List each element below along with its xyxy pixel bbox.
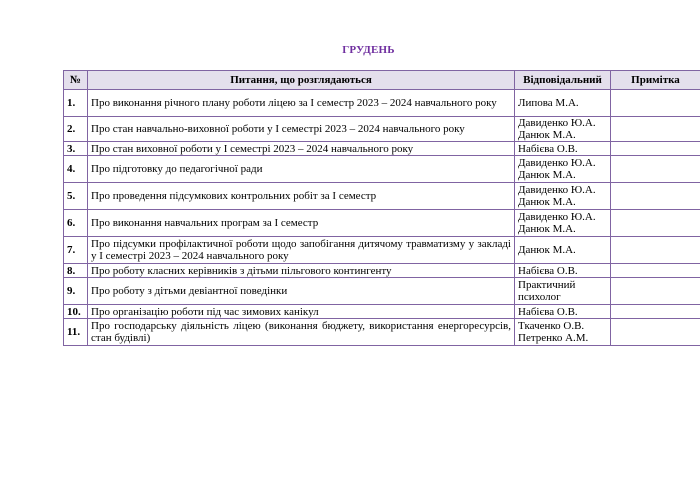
row-note [611, 305, 700, 319]
responsible-name: Набієва О.В. [518, 142, 578, 155]
row-issue: Про проведення підсумкових контрольних робіт за І семестр [88, 183, 515, 210]
table-row [64, 264, 700, 278]
month-title: ГРУДЕНЬ [342, 44, 395, 56]
agenda-table [63, 70, 700, 346]
responsible-name: Набієва О.В. [518, 264, 578, 277]
table-row [64, 305, 700, 319]
row-issue: Про стан виховної роботи у І семестрі 2023 – 2024 навчального року [88, 142, 515, 156]
row-issue: Про господарську діяльність ліцею (виконання бюджету, використання енергоресурсів, стан будівлі) [88, 319, 515, 346]
responsible-name: Петренко А.М. [518, 332, 589, 344]
table-row [64, 183, 700, 210]
row-issue: Про підготовку до педагогічної ради [88, 156, 515, 183]
row-responsible [515, 278, 611, 305]
table-row [64, 278, 700, 305]
responsible-name: Данюк М.А. [518, 244, 576, 256]
responsible-name: Давиденко Ю.А. [518, 157, 596, 169]
row-number: 1. [64, 90, 88, 117]
responsible-name: Набієва О.В. [518, 305, 578, 318]
row-responsible [515, 156, 611, 183]
table-row [64, 117, 700, 142]
row-responsible [515, 305, 611, 319]
row-number: 6. [64, 210, 88, 237]
row-issue: Про роботу з дітьми девіантної поведінки [88, 278, 515, 305]
row-number: 9. [64, 278, 88, 305]
responsible-name: Липова М.А. [518, 97, 579, 109]
row-issue: Про підсумки профілактичної роботи щодо запобігання дитячому травматизму у закладі у І семестрі 2023 – 2024 навчального року [88, 237, 515, 264]
row-note [611, 278, 700, 305]
row-issue: Про стан навчально-виховної роботи у І семестрі 2023 – 2024 навчального року [88, 117, 515, 142]
row-number: 5. [64, 183, 88, 210]
row-number: 11. [64, 319, 88, 346]
row-responsible [515, 237, 611, 264]
row-note [611, 156, 700, 183]
row-number: 2. [64, 117, 88, 142]
row-note [611, 264, 700, 278]
row-note [611, 183, 700, 210]
responsible-name: Давиденко Ю.А. [518, 117, 596, 129]
row-number: 7. [64, 237, 88, 264]
row-issue: Про виконання навчальних програм за І семестр [88, 210, 515, 237]
header-issue: Питання, що розглядаються [88, 71, 515, 90]
table-row [64, 237, 700, 264]
responsible-name: Давиденко Ю.А. [518, 184, 596, 196]
table-row [64, 142, 700, 156]
row-note [611, 142, 700, 156]
row-number: 4. [64, 156, 88, 183]
row-number: 3. [64, 142, 88, 156]
row-responsible [515, 183, 611, 210]
row-note [611, 117, 700, 142]
header-number: № [64, 71, 88, 90]
row-responsible [515, 319, 611, 346]
responsible-name: психолог [518, 291, 561, 303]
row-note [611, 90, 700, 117]
table-row [64, 210, 700, 237]
row-issue: Про роботу класних керівників з дітьми пільгового контингенту [88, 264, 515, 278]
responsible-name: Данюк М.А. [518, 196, 576, 208]
header-responsible: Відповідальний [515, 71, 611, 90]
row-issue: Про організацію роботи під час зимових канікул [88, 305, 515, 319]
responsible-name: Данюк М.А. [518, 223, 576, 235]
table-row [64, 156, 700, 183]
table-row [64, 319, 700, 346]
row-responsible [515, 142, 611, 156]
header-note: Примітка [611, 71, 700, 90]
row-number: 8. [64, 264, 88, 278]
row-responsible [515, 210, 611, 237]
row-note [611, 237, 700, 264]
responsible-name: Давиденко Ю.А. [518, 211, 596, 223]
row-responsible [515, 117, 611, 142]
row-number: 10. [64, 305, 88, 319]
responsible-name: Данюк М.А. [518, 129, 576, 141]
row-note [611, 210, 700, 237]
responsible-name: Практичний [518, 279, 576, 291]
table-header-row [64, 71, 700, 90]
row-note [611, 319, 700, 346]
row-responsible [515, 264, 611, 278]
row-responsible [515, 90, 611, 117]
table-body [64, 90, 700, 346]
row-issue: Про виконання річного плану роботи ліцею за І семестр 2023 – 2024 навчального року [88, 90, 515, 117]
responsible-name: Данюк М.А. [518, 169, 576, 181]
responsible-name: Ткаченко О.В. [518, 320, 585, 332]
table-row [64, 90, 700, 117]
